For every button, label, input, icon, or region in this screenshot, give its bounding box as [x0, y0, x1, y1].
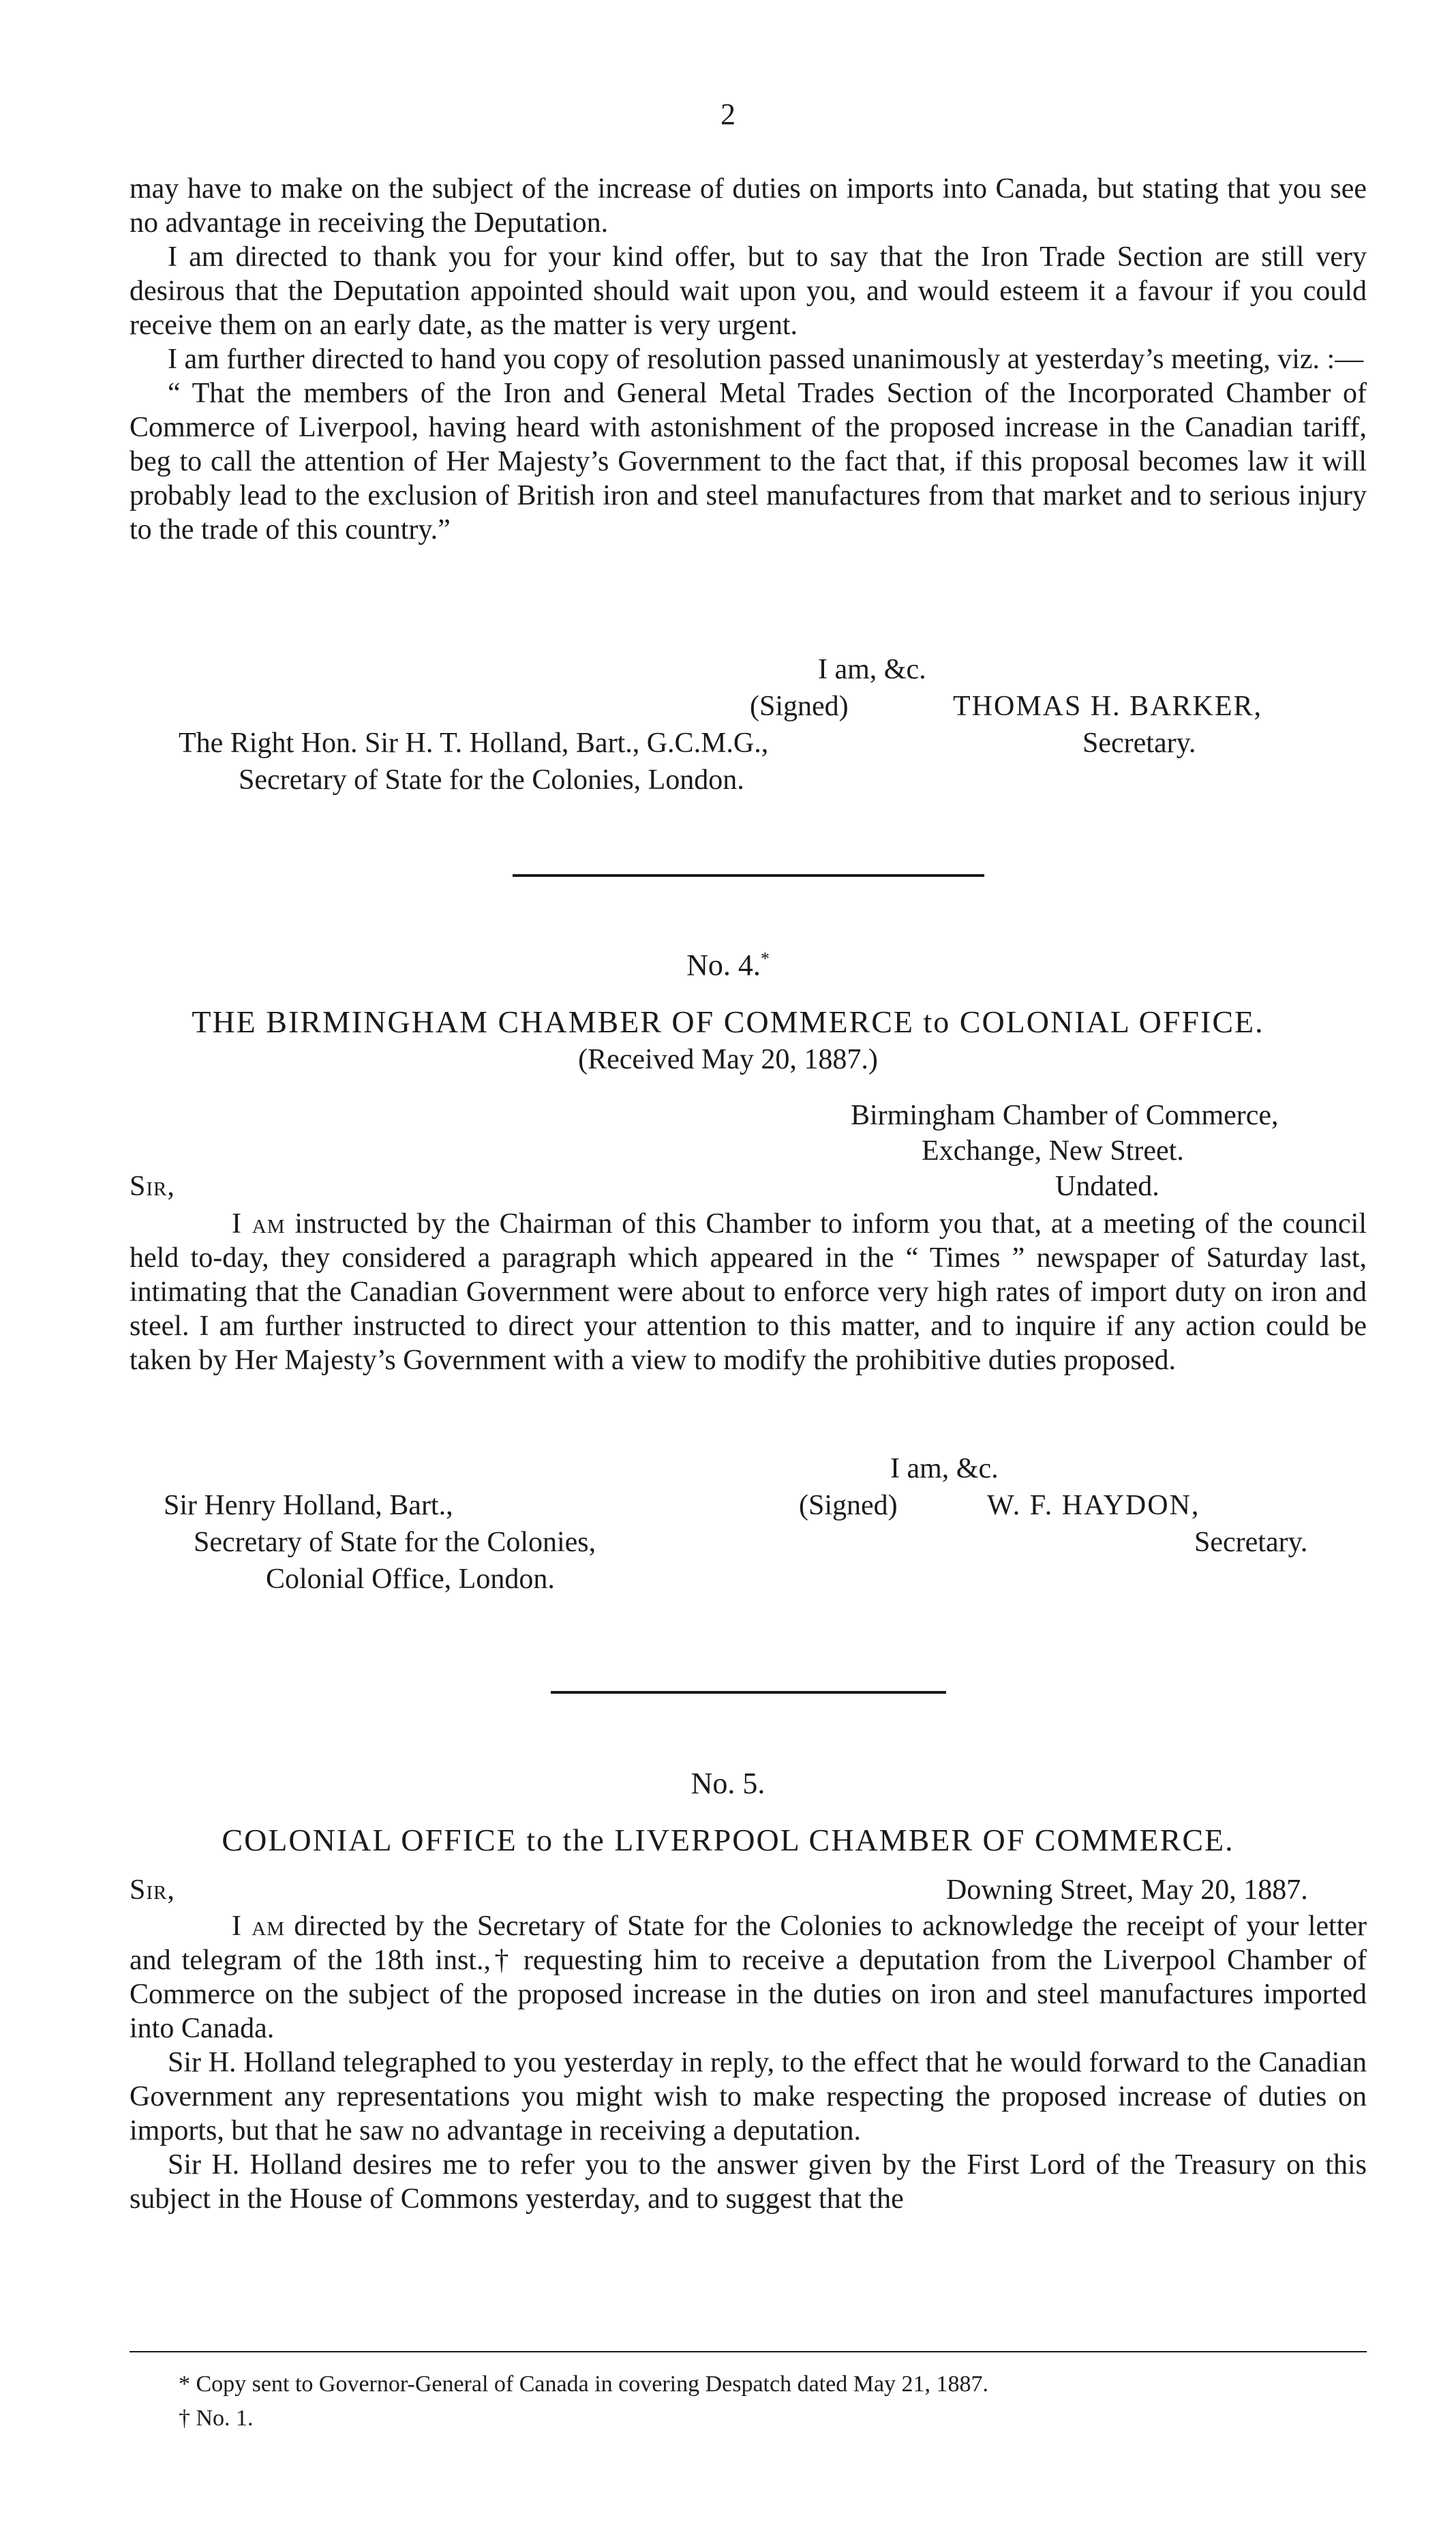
footnote-2: † No. 1.	[179, 2406, 254, 2431]
footnote-rule	[130, 2351, 1367, 2352]
no4-heading	[0, 948, 1456, 983]
letter3-body	[130, 172, 1367, 547]
letter3-paragraph-3: I am further directed to hand you copy of resolution passed unanimously at yesterday’s meeting, viz. :—	[168, 344, 1364, 375]
no5-paragraph-2: Sir H. Holland telegraphed to you yesterday in reply, to the effect that he would forward to the Canadian Government any representations you might wish to make respecting the proposed increase of duties on imports, but that he saw no advantage in receiving a deputation.	[130, 2047, 1367, 2146]
no4-title: THE BIRMINGHAM CHAMBER OF COMMERCE to COLONIAL OFFICE.	[192, 1004, 1264, 1039]
no5-paragraph-1: directed by the Secretary of State for the Colonies to acknowledge the receipt of your letter and telegram of the 18th inst.,† requesting him to receive a deputation from the Liverpool Chamber of Commerce on the subject of the proposed increase in the duties on iron and steel manufactures imported into Canada.	[130, 1911, 1367, 2044]
section-divider	[551, 1691, 946, 1694]
no4-addressee-line3: Colonial Office, London.	[266, 1563, 555, 1595]
letter3-resolution: “ That the members of the Iron and General Metal Trades Section of the Incorporated Chamber of Commerce of Liverpool, having heard with astonishment of the proposed increase in the Canadian tariff, beg to call the attention of Her Majesty’s Government to the fact that, if this proposal becomes law it will probably lead to the exclusion of British iron and steel manufactures from that market and to serious injury to the trade of this country.”	[130, 378, 1367, 545]
no4-body-text: instructed by the Chairman of this Chamber to inform you that, at a meeting of the council held to-day, they considered a paragraph which appeared in the “ Times ” newspaper of Saturday last, intimating that the Canadian Government were about to enforce very high rates of import duty on iron and steel. I am further instructed to direct your attention to this matter, and to inquire if any action could be taken by Her Majesty’s Government with a view to modify the prohibitive duties proposed.	[130, 1208, 1367, 1376]
letter3-signatory-title: Secretary.	[1082, 728, 1196, 759]
no4-address-line2: Exchange, New Street.	[922, 1135, 1184, 1167]
no4-address-line1: Birmingham Chamber of Commerce,	[851, 1100, 1279, 1131]
no5-paragraph-3: Sir H. Holland desires me to refer you to the answer given by the First Lord of the Treasury on this subject in the House of Commons yesterday, and to suggest that the	[130, 2149, 1367, 2215]
footnote-1: * Copy sent to Governor-General of Canada in covering Despatch dated May 21, 1887.	[179, 2371, 989, 2397]
letter3-addressee-line1: The Right Hon. Sir H. T. Holland, Bart., G.C.M.G.,	[179, 728, 769, 759]
letter3-signatory: THOMAS H. BARKER,	[953, 691, 1263, 722]
no5-body-lead: I am	[232, 1911, 286, 1942]
no4-addressee-line1: Sir Henry Holland, Bart.,	[164, 1490, 453, 1521]
no4-number: No. 4.	[686, 948, 761, 982]
letter3-signed: (Signed)	[750, 691, 849, 722]
no4-body-lead: I am	[232, 1208, 286, 1240]
letter3-continuation: may have to make on the subject of the increase of duties on imports into Canada, but stating that you see no advantage in receiving the Deputation.	[130, 173, 1367, 239]
no5-salutation: Sir,	[130, 1874, 175, 1906]
no4-footnote-mark: *	[760, 948, 770, 969]
no4-addressee-line2: Secretary of State for the Colonies,	[194, 1527, 596, 1558]
section-divider	[513, 874, 984, 877]
letter3-addressee-line2: Secretary of State for the Colonies, London.	[239, 764, 744, 796]
no4-address-line3: Undated.	[1055, 1171, 1159, 1202]
no4-body	[130, 1207, 1367, 1377]
no5-body	[130, 1909, 1367, 2216]
page-number: 2	[721, 98, 735, 131]
letter3-paragraph-2: I am directed to thank you for your kind offer, but to say that the Iron Trade Section are still very desirous that the Deputation appointed should wait upon you, and would esteem it a favour if you could receive them on an early date, as the matter is very urgent.	[130, 241, 1367, 341]
no4-received: (Received May 20, 1887.)	[578, 1044, 878, 1075]
no5-title: COLONIAL OFFICE to the LIVERPOOL CHAMBER OF COMMERCE.	[222, 1823, 1234, 1857]
no4-signed: (Signed)	[799, 1490, 898, 1521]
no4-signatory: W. F. HAYDON,	[987, 1490, 1200, 1521]
no5-number: No. 5.	[691, 1767, 765, 1800]
letter3-closing: I am, &c.	[818, 654, 926, 685]
no4-signatory-title: Secretary.	[1194, 1527, 1308, 1558]
no5-place-date: Downing Street, May 20, 1887.	[946, 1874, 1308, 1906]
no4-closing: I am, &c.	[890, 1453, 999, 1484]
no4-salutation: Sir,	[130, 1171, 175, 1202]
